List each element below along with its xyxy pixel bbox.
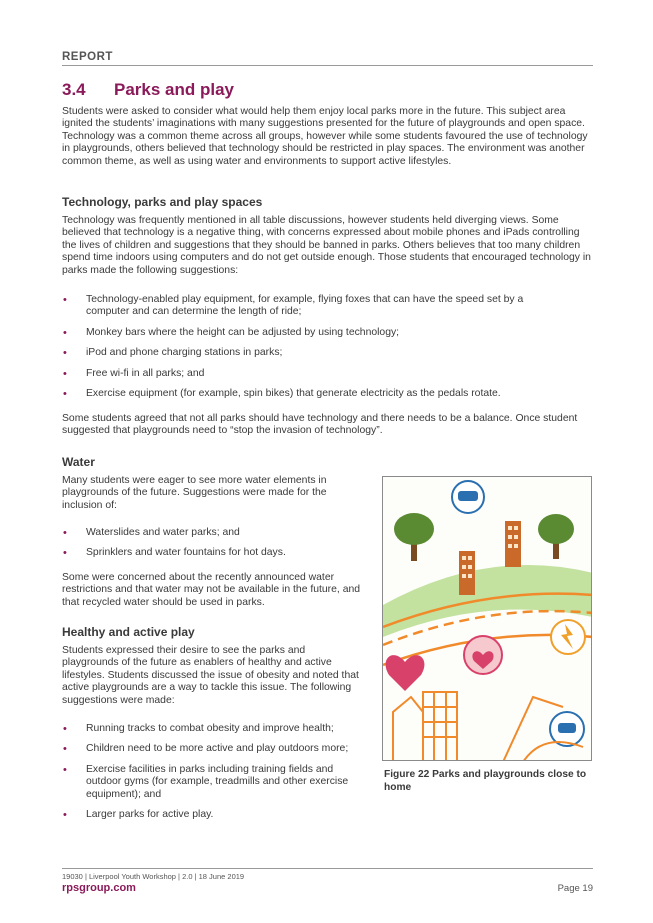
- technology-heading: Technology, parks and play spaces: [62, 195, 263, 209]
- figure-drawing: [382, 476, 592, 761]
- footer-meta: 19030 | Liverpool Youth Workshop | 2.0 | 18 June 2019: [62, 872, 245, 881]
- bullet-icon: •: [63, 547, 67, 560]
- bullet-icon: •: [63, 527, 67, 539]
- healthy-paragraph: Students expressed their desire to see the parks and playgrounds of the future as enablers of healthy and active lifestyles. Students discussed the issue of obesity and noted that active playgrounds are a way to tackle this issue. The following suggestions were made:: [62, 645, 359, 706]
- healthy-heading: Healthy and active play: [62, 625, 195, 639]
- bullet-icon: •: [63, 388, 67, 401]
- bullet-icon: •: [63, 809, 67, 822]
- tree-icon: [538, 514, 574, 559]
- badge-icon: [452, 481, 484, 513]
- list-item: • Free wi-fi in all parks; and: [63, 367, 205, 380]
- page-number: Page 19: [557, 883, 593, 894]
- figure-caption: Figure 22 Parks and playgrounds close to home: [384, 769, 587, 793]
- water-heading: Water: [62, 455, 95, 469]
- water-closing-paragraph: Some were concerned about the recently announced water restrictions and that water may not be available in the future, and that recycled water should be used in parks.: [62, 572, 361, 608]
- section-title-text: Parks and play: [114, 80, 235, 99]
- building-icon: [459, 551, 475, 595]
- section-title: [62, 80, 234, 100]
- bullet-icon: •: [63, 723, 67, 735]
- list-item: • Waterslides and water parks; and: [63, 527, 240, 539]
- section-intro-paragraph: Students were asked to consider what would help them enjoy local parks more in the future. This subject area ignited the students’ imaginations with many suggestions presented for the future of playgrounds and open space. Technology was a common theme across all groups, however while some students favoured the use of technology in playgrounds, others believed that technology should be restricted in play spaces. The environment was another common theme, as well as using water and environments to support active lifestyles.: [62, 106, 588, 167]
- section-number: 3.4: [62, 80, 86, 99]
- tree-icon: [394, 513, 434, 561]
- bullet-icon: •: [63, 294, 67, 306]
- heart-icon: [386, 655, 425, 691]
- bullet-icon: •: [63, 347, 67, 360]
- report-header-label: REPORT: [62, 51, 113, 63]
- list-item: • iPod and phone charging stations in parks;: [63, 347, 283, 360]
- bullet-icon: •: [63, 763, 67, 776]
- list-item: • Running tracks to combat obesity and improve health;: [63, 723, 334, 735]
- list-item: • Larger parks for active play.: [63, 809, 214, 822]
- footer-divider: [62, 868, 593, 869]
- list-item: • Exercise facilities in parks including training fields and outdoor gyms (for example, treadmills and other exercise equipment); and: [63, 763, 349, 800]
- technology-closing-paragraph: Some students agreed that not all parks should have technology and there needs to be a balance. Once student suggested that playgrounds need to “stop the invasion of technology”.: [62, 413, 578, 437]
- bullet-icon: •: [63, 326, 67, 339]
- list-item: • Exercise equipment (for example, spin bikes) that generate electricity as the pedals rotate.: [63, 388, 501, 401]
- bullet-icon: •: [63, 367, 67, 380]
- parks-drawing-illustration: [383, 477, 592, 761]
- healthy-bullet-list: [62, 723, 362, 829]
- heart-badge-icon: [464, 636, 502, 674]
- building-icon: [505, 521, 521, 567]
- water-paragraph: Many students were eager to see more water elements in playgrounds of the future. Suggestions were made for the inclusion of:: [62, 475, 327, 511]
- bullet-icon: •: [63, 743, 67, 756]
- footer-site-link[interactable]: rpsgroup.com: [62, 882, 136, 894]
- list-item: • Sprinklers and water fountains for hot days.: [63, 547, 286, 560]
- lightning-badge-icon: [551, 620, 585, 654]
- list-item: • Technology-enabled play equipment, for example, flying foxes that can have the speed set by a computer and can determine the length of ride;: [63, 294, 524, 318]
- water-bullet-list: [62, 527, 362, 568]
- technology-paragraph: Technology was frequently mentioned in all table discussions, however students held diverging views. Some believed that technology is a negative thing, with concerns expressed about mobile phones and iPads controlling the lives of children and suggestions that they should be banned in parks. Others believes that too many children spend time indoors using computers and do not get outside enough. Those students that encouraged technology in parks made the following suggestions:: [62, 215, 591, 276]
- list-item: • Children need to be more active and play outdoors more;: [63, 743, 349, 756]
- list-item: • Monkey bars where the height can be adjusted by using technology;: [63, 326, 400, 339]
- badge-icon: [550, 712, 584, 746]
- header-divider: [62, 65, 593, 66]
- technology-bullet-list: [62, 294, 562, 408]
